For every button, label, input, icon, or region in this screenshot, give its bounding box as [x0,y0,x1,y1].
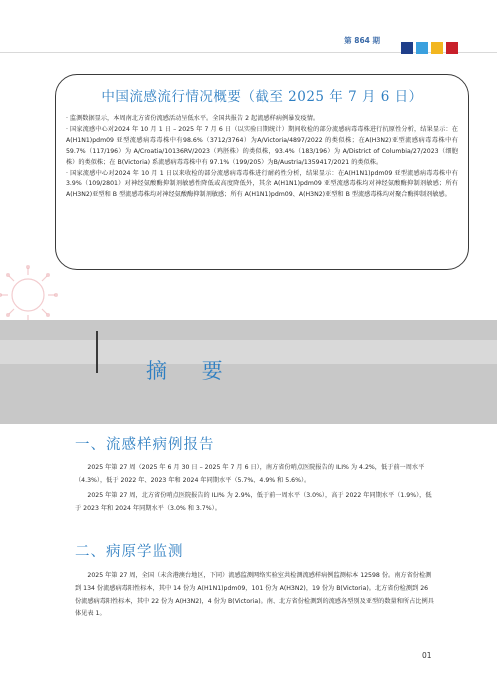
section-heading: 二、病原学监测 [75,544,184,560]
section-paragraph: 2025 年第 27 周，北方省份哨点医院报告的 ILI% 为 2.9%，低于前一周水平（3.0%），高于 2022 年同期水平（1.9%），低于 2023 年和 2024 年同期水平（3.0% 和 3.7%）。 [75,492,432,512]
abstract-banner [0,320,497,424]
color-block [401,42,413,54]
section-heading: 一、流感样病例报告 [75,437,215,453]
summary-paragraph: · 国家流感中心对2024 年 10 月 1 日 – 2025 年 7 月 6 日（以实验日期统计）期间收检的部分流感病毒毒株进行抗原性分析，结果显示：在A(H1N1)pdm09 亚型流感病毒毒株中有98.6%（3712/3764）为A/Victoria/4897/2022 的类似株；在A(H3N2)亚型流感病毒毒株中有59.7%（117/196）为 A/Croatia/10136RV/2023（鸡胚株）的类似株，93.4%（183/196）为 A/District of Columbia/27/2023（细胞株）的类似株；在 B(Victoria) 系流感病毒毒株中有 97.1%（199/205）为B/Austria/1359417/2021 的类似株。 [66,125,458,166]
issue-number: 第 864 期 [344,36,380,45]
summary-title: 中国流感流行情况概要（截至 2025 年 7 月 6 日） [101,89,423,105]
summary-paragraph: · 监测数据显示，本周南北方省份流感活动呈低水平。全国共报告 2 起流感样病例暴发疫情。 [66,115,320,122]
section-paragraph: 2025 年第 27 周，全国（未含港澳台地区，下同）流感监测网络实验室共检测流感样病例监测标本 12598 份。南方省份检测到 134 份流感病毒阳性标本，其中 14 份为 A(H1N1)pdm09，101 份为 A(H3N2)，19 份为 B(Victoria)。北方省份检测到 26 份流感病毒阳性标本，其中 22 份为 A(H3N2)，4 份为 B(Victoria)。南、北方省份检测到的流感各型别及亚型的数量和所占比例具体见表 1。 [75,572,434,618]
color-block [446,42,458,54]
color-block [431,42,443,54]
abstract-banner-strip [0,340,497,364]
section-paragraph: 2025 年第 27 周（2025 年 6 月 30 日 – 2025 年 7 月 6 日），南方省份哨点医院报告的 ILI% 为 4.2%，低于前一周水平（4.3%），低于 2022 年、2023 年和 2024 年同期水平（5.7%、4.9% 和 5.6%）。 [75,464,425,484]
color-block [416,42,428,54]
summary-box [55,74,469,270]
abstract-title: 摘 要 [146,359,237,383]
abstract-banner-line [96,331,98,373]
page-number: 01 [422,651,432,660]
summary-paragraph: · 国家流感中心对2024 年 10 月 1 日以来收检的部分流感病毒毒株进行耐药性分析，结果显示：在A(H1N1)pdm09 亚型流感病毒毒株中有3.9%（109/2801）对神经氨酸酶抑制剂敏感性降低或高度降低外，其余 A(H1N1)pdm09 亚型流感毒株均对神经氨酸酶抑制剂敏感；所有A(H3N2)亚型和 B 型流感毒株均对神经氨酸酶抑制剂敏感；所有 A(H1N1)pdm09、A(H3N2)亚型和 B 型流感毒株均对聚合酶抑制剂敏感。 [66,169,458,199]
